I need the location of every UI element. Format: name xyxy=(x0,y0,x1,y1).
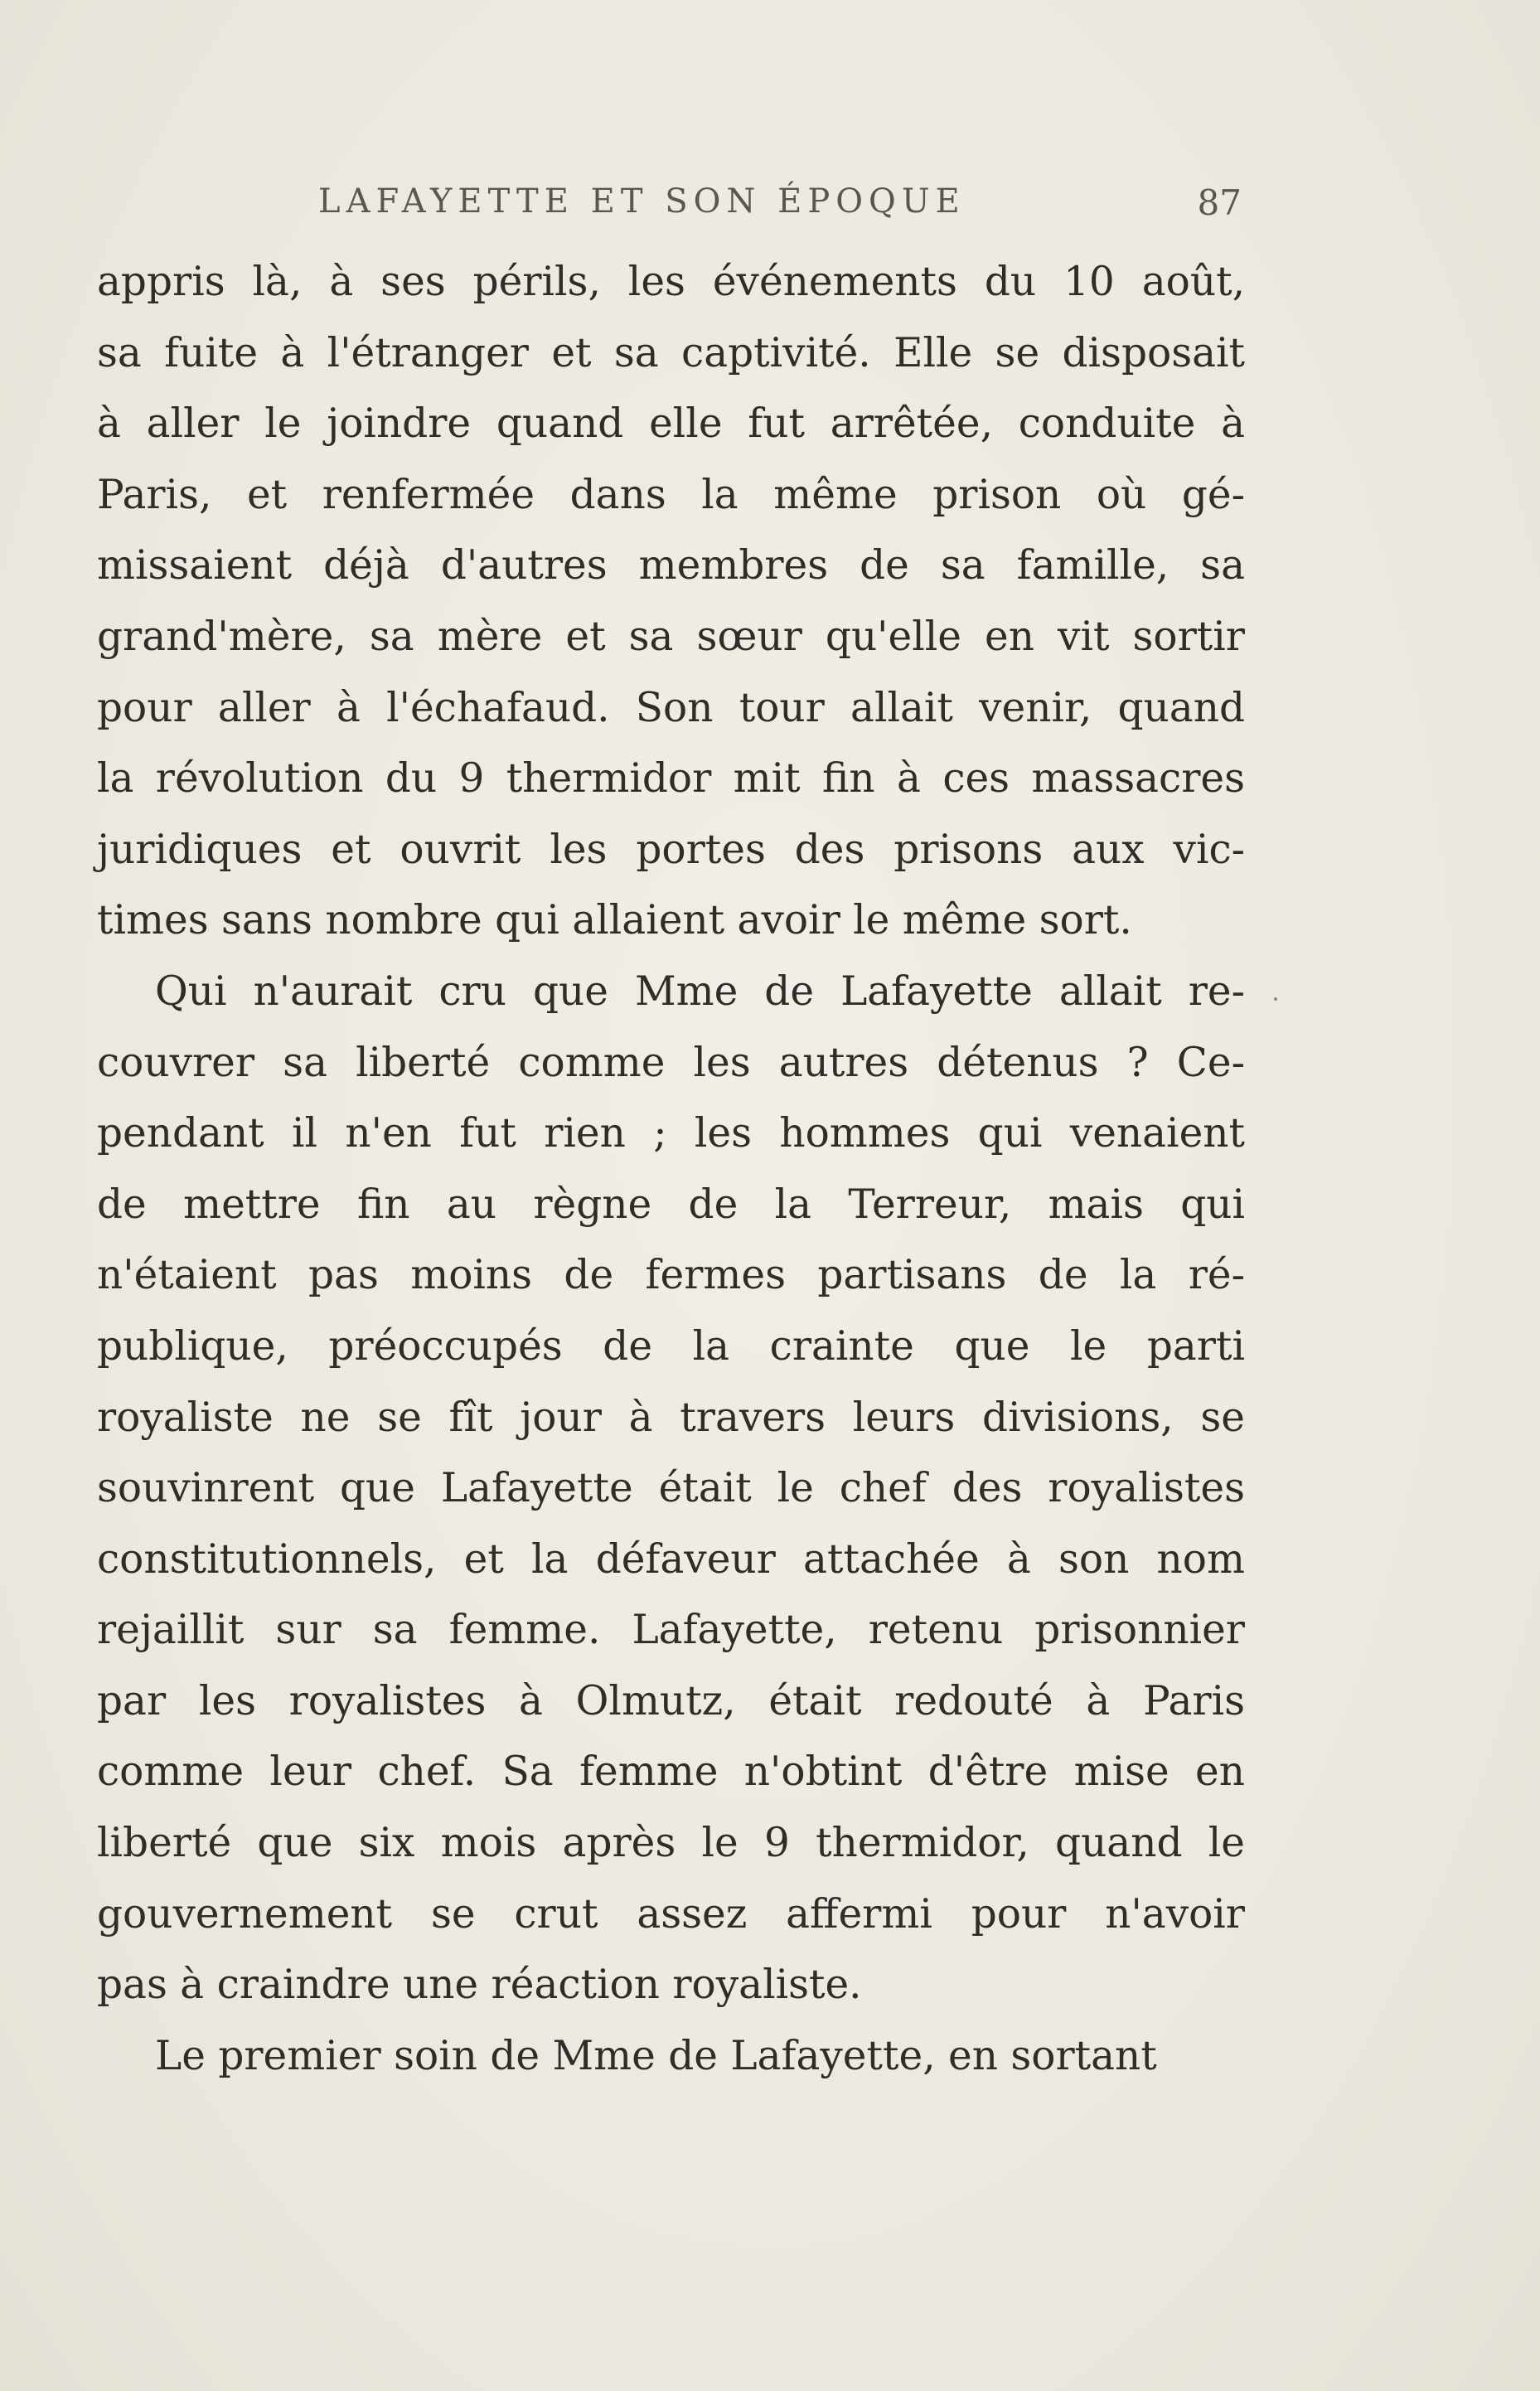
text-line: couvrer sa liberté comme les autres détenus ? Ce- xyxy=(97,1039,1245,1086)
margin-speck xyxy=(1274,997,1277,1001)
text-line: de mettre fin au règne de la Terreur, mais qui xyxy=(97,1181,1245,1228)
text-line: juridiques et ouvrit les portes des prisons aux vic- xyxy=(97,826,1245,873)
text-line: grand'mère, sa mère et sa sœur qu'elle en vit sortir xyxy=(97,613,1245,660)
text-line: liberté que six mois après le 9 thermidor, quand le xyxy=(97,1820,1245,1867)
text-line: rejaillit sur sa femme. Lafayette, retenu prisonnier xyxy=(97,1607,1245,1654)
text-line: souvinrent que Lafayette était le chef des royalistes xyxy=(97,1465,1245,1512)
page-number: 87 xyxy=(1197,182,1242,223)
text-line: pas à craindre une réaction royaliste. xyxy=(97,1962,862,2009)
text-line: par les royalistes à Olmutz, était redouté à Paris xyxy=(97,1677,1245,1724)
text-line: missaient déjà d'autres membres de sa famille, sa xyxy=(97,542,1245,589)
text-line: pour aller à l'échafaud. Son tour allait venir, quand xyxy=(97,684,1245,731)
page-header xyxy=(318,182,1242,240)
text-line: publique, préoccupés de la crainte que le parti xyxy=(97,1322,1245,1370)
running-title: LAFAYETTE ET SON ÉPOQUE xyxy=(318,182,966,221)
text-line: sa fuite à l'étranger et sa captivité. Elle se disposait xyxy=(97,329,1245,376)
text-line: Le premier soin de Mme de Lafayette, en sortant xyxy=(155,2032,1157,2079)
text-line: la révolution du 9 thermidor mit fin à ces massacres xyxy=(97,755,1245,803)
text-line: appris là, à ses périls, les événements du 10 août, xyxy=(97,259,1245,305)
text-line: times sans nombre qui allaient avoir le même sort. xyxy=(97,897,1132,944)
text-line: à aller le joindre quand elle fut arrêtée, conduite à xyxy=(97,400,1245,448)
text-line: royaliste ne se fît jour à travers leurs divisions, se xyxy=(97,1394,1245,1441)
text-line: pendant il n'en fut rien ; les hommes qui venaient xyxy=(97,1110,1245,1157)
text-line: constitutionnels, et la défaveur attachée à son nom xyxy=(97,1535,1245,1583)
text-line: Qui n'aurait cru que Mme de Lafayette allait re- xyxy=(155,968,1245,1015)
body-text xyxy=(97,247,1245,2092)
text-line: comme leur chef. Sa femme n'obtint d'être mise en xyxy=(97,1748,1245,1796)
text-line: n'étaient pas moins de fermes partisans de la ré- xyxy=(97,1252,1245,1299)
text-line: gouvernement se crut assez affermi pour n'avoir xyxy=(97,1890,1245,1938)
text-line: Paris, et renfermée dans la même prison où gé- xyxy=(97,471,1245,518)
